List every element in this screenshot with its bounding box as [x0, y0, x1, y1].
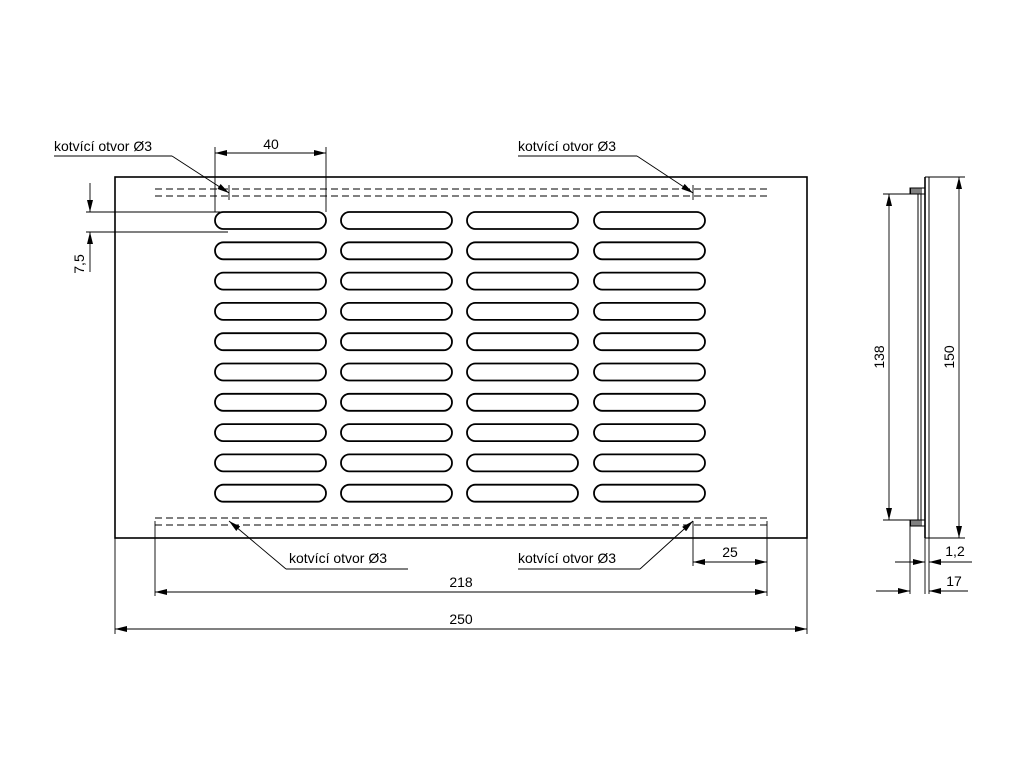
- leader-bottom-left: [229, 521, 286, 569]
- ventilation-slot: [341, 424, 452, 441]
- label-anchor-hole-bottom-left: kotvící otvor Ø3: [289, 550, 388, 566]
- dim-label-sheet-thickness: 1,2: [945, 543, 965, 559]
- dim-label-hole-offset-vertical: 7,5: [71, 254, 87, 274]
- ventilation-slot: [594, 212, 705, 229]
- ventilation-slot: [341, 212, 452, 229]
- ventilation-slot: [594, 242, 705, 259]
- ventilation-slot: [341, 454, 452, 471]
- ventilation-slot: [341, 364, 452, 381]
- ventilation-slot: [594, 394, 705, 411]
- dim-label-depth: 17: [946, 573, 962, 589]
- ventilation-slot: [594, 303, 705, 320]
- dim-label-slot-area-height: 138: [871, 345, 887, 369]
- ventilation-slot: [215, 333, 326, 350]
- ventilation-slot: [467, 303, 578, 320]
- ventilation-slot: [215, 485, 326, 502]
- ventilation-slot: [341, 394, 452, 411]
- ventilation-slot: [594, 333, 705, 350]
- ventilation-slot: [215, 394, 326, 411]
- ventilation-slot: [467, 394, 578, 411]
- ventilation-slot: [594, 485, 705, 502]
- slot-grid: [215, 212, 705, 502]
- ventilation-slot: [467, 454, 578, 471]
- ventilation-slot: [215, 364, 326, 381]
- ventilation-slot: [467, 364, 578, 381]
- ventilation-slot: [215, 273, 326, 290]
- ventilation-slot: [341, 303, 452, 320]
- grille-outline: [115, 177, 807, 538]
- ventilation-slot: [467, 485, 578, 502]
- ventilation-slot: [467, 212, 578, 229]
- leader-top-right: [637, 156, 693, 193]
- dim-label-overall-width: 250: [449, 611, 473, 627]
- ventilation-slot: [467, 242, 578, 259]
- label-anchor-hole-top-left: kotvící otvor Ø3: [54, 138, 153, 154]
- ventilation-slot: [467, 424, 578, 441]
- label-anchor-hole-bottom-right: kotvící otvor Ø3: [518, 550, 617, 566]
- front-dimensions: [54, 136, 807, 634]
- front-view: [115, 177, 807, 538]
- label-anchor-hole-top-right: kotvící otvor Ø3: [518, 138, 617, 154]
- ventilation-slot: [594, 364, 705, 381]
- ventilation-slot: [341, 273, 452, 290]
- ventilation-slot: [594, 273, 705, 290]
- dim-label-hole-offset-edge: 25: [722, 544, 738, 560]
- ventilation-slot: [341, 242, 452, 259]
- leader-top-left: [172, 156, 229, 193]
- ventilation-slot: [215, 242, 326, 259]
- ventilation-slot: [215, 454, 326, 471]
- dim-label-overall-height: 150: [941, 345, 957, 369]
- ventilation-slot: [215, 424, 326, 441]
- dim-label-slot-length: 40: [263, 136, 279, 152]
- ventilation-slot: [341, 333, 452, 350]
- ventilation-slot: [215, 212, 326, 229]
- ventilation-slot: [215, 303, 326, 320]
- ventilation-slot: [467, 273, 578, 290]
- ventilation-slot: [467, 333, 578, 350]
- ventilation-slot: [594, 424, 705, 441]
- side-clip-top-teeth: [911, 188, 921, 194]
- side-clip-bottom-teeth: [911, 520, 921, 526]
- side-view: [910, 177, 929, 538]
- leader-bottom-right: [640, 521, 693, 569]
- ventilation-slot: [341, 485, 452, 502]
- ventilation-slot: [594, 454, 705, 471]
- dim-label-hole-spacing: 218: [449, 574, 473, 590]
